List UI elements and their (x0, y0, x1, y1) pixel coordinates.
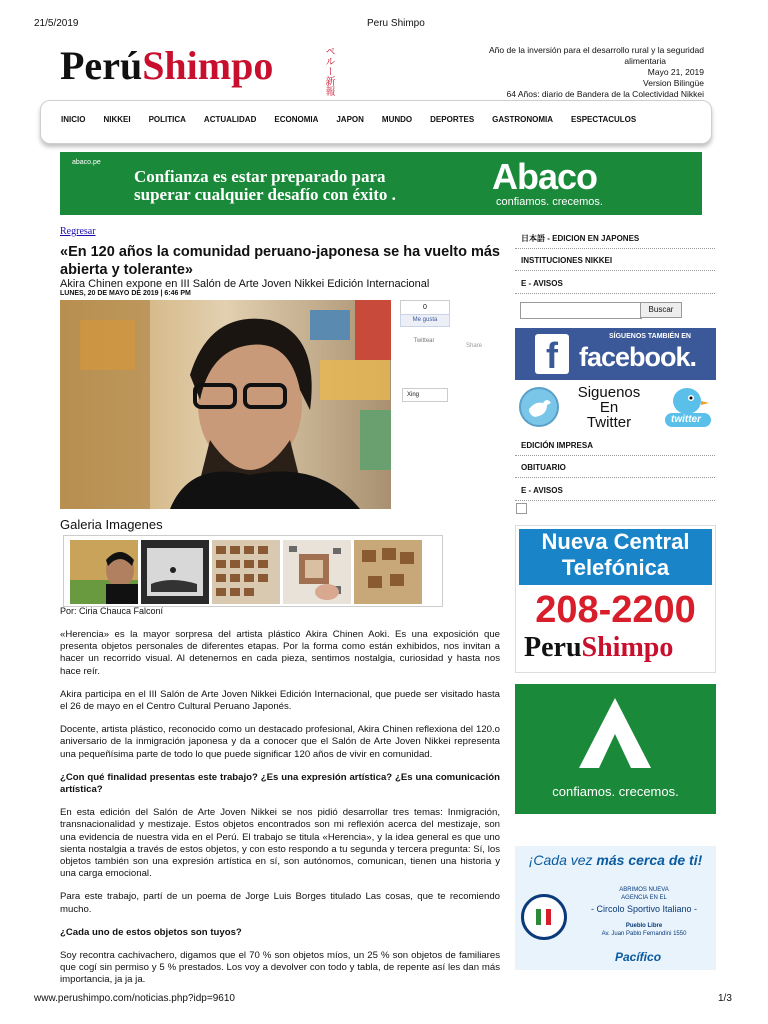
phone-ad-logo-a: Peru (524, 632, 582, 663)
twitter-badge-icon (519, 387, 559, 427)
pacifico-ad[interactable] (515, 846, 716, 970)
share-button[interactable]: Share (466, 343, 483, 349)
nav-item-politica[interactable]: POLITICA (148, 115, 186, 124)
ad-slogan (134, 168, 396, 204)
logo-text-peru: Perú (60, 43, 143, 88)
phone-ad-header (519, 529, 712, 585)
article-paragraph: Docente, artista plástico, reconocido como un destacado profesional, Akira Chinen reflexiona del 120.o aniversario de la inmigración japonesa y da a conocer que el Salón de Arte Joven Nikkei representa una pequeñísima parte de todo lo que puede significar 120 años de vivir en comunidad. (60, 724, 500, 760)
article-paragraph: «Herencia» es la mayor sorpresa del artista plástico Akira Chinen Aoki. Es una exposición que presenta objetos personales de diferentes etapas. Por la forma como están exhibidos, nos invitan a hacer un recorrido visual. Al detenernos en cada pieza, sentimos nostalgia, curiosidad y hasta nos hace reír. (60, 629, 500, 677)
print-page-title: Peru Shimpo (367, 18, 425, 29)
nav-item-gastronomia[interactable]: GASTRONOMIA (492, 115, 554, 124)
phone-number: 208-2200 (535, 589, 696, 631)
phone-ad-line-2: Telefónica (561, 555, 670, 580)
pacifico-line: Av. Juan Pablo Fernandini 1550 (601, 931, 687, 937)
site-logo[interactable] (60, 44, 273, 88)
nav-item-japon[interactable]: JAPON (336, 115, 364, 124)
nav-item-economia[interactable]: ECONOMIA (274, 115, 319, 124)
article-subtitle: Akira Chinen expone en III Salón de Arte Joven Nikkei Edición Internacional (60, 278, 430, 290)
masthead-tagline (454, 45, 704, 100)
gallery-thumb[interactable] (141, 540, 209, 604)
nav-item-espectaculos[interactable]: ESPECTACULOS (571, 115, 637, 124)
gallery-thumb[interactable] (354, 540, 422, 604)
twitter-bird-label: twitter (671, 414, 701, 425)
abaco-banner-ad[interactable] (60, 152, 702, 215)
main-nav (40, 100, 712, 144)
logo-text-shimpo: Shimpo (142, 43, 274, 88)
abaco-fine-print (515, 815, 716, 831)
pacifico-headline-a: ¡Cada vez (528, 852, 597, 868)
gallery-thumb[interactable] (70, 540, 138, 604)
pacifico-headline (515, 852, 716, 868)
pacifico-line: - Circolo Sportivo Italiano - (590, 904, 698, 914)
gallery-thumb[interactable] (283, 540, 351, 604)
article-byline: Por: Ciria Chauca Falconí (60, 606, 164, 616)
twitter-text (569, 385, 649, 430)
article-paragraph: Akira participa en el III Salón de Arte Joven Nikkei Edición Internacional, que puede ser visitado hasta el 26 de mayo en el Centro Cultural Peruano Japonés. (60, 688, 500, 713)
tagline-version: Version Bilingüe (643, 78, 704, 88)
pacifico-line: AGENCIA EN EL (621, 895, 667, 901)
facebook-wordmark: facebook. (579, 342, 697, 372)
article-paragraph: Soy recontra cachivachero, digamos que el 70 % son objetos míos, un 25 % son objetos de familiares que cogí sin permiso y 5 % prestados. Los voy a devolver con todo y tabla, de repente así les dan más importancia, ja ja ja. (60, 950, 500, 986)
pacifico-brand: Pacífico (615, 950, 662, 964)
ad-slogan-line-2: superar cualquier desafío con éxito . (134, 185, 396, 204)
abaco-brand: Abaco (492, 156, 598, 197)
sidebar-link-edicion-impresa[interactable]: EDICIÓN IMPRESA (515, 436, 715, 456)
search-input[interactable] (520, 302, 642, 319)
nav-item-actualidad[interactable]: ACTUALIDAD (203, 115, 257, 124)
sidebar-link-eavisos-2[interactable]: E - AVISOS (515, 481, 715, 501)
broken-image-icon (516, 503, 527, 514)
article-paragraph: En esta edición del Salón de Arte Joven Nikkei se nos pidió desarrollar tres temas: Inmigración, transnacionalidad y mestizaje. Estos objetos encontrados son mi reflexión acerca del mestizaje, son una evidencia de nuestra vida en el Perú. El trabajo se titula «Herencia», y la idea general es que uno sienta nostalgia a través de estos objetos, y con esto respondo a tu segunda y tercera pregunta: Sí, los objetos también son una expresión artística en sí, son autónomos, comunican, tienen una historia y una carga emocional. (60, 807, 500, 880)
tagline-line: alimentaria (624, 56, 666, 66)
print-date: 21/5/2019 (34, 18, 79, 29)
twitter-text-line: Siguenos (577, 384, 641, 401)
sidebar-link-instituciones[interactable]: INSTITUCIONES NIKKEI (515, 251, 715, 271)
tagline-line: Año de la inversión para el desarrollo rural y la seguridad (489, 45, 704, 55)
facebook-small-text: SÍGUENOS TAMBIÉN EN (609, 333, 691, 340)
circolo-crest-icon (521, 894, 567, 940)
article-question: ¿Cada uno de estos objetos son tuyos? (60, 926, 242, 938)
gallery-title: Galeria Imagenes (60, 517, 163, 532)
pacifico-headline-b: más cerca de ti! (596, 852, 703, 868)
tweet-button[interactable]: Twittear (413, 338, 435, 344)
sidebar-link-japanese-edition[interactable]: 日本語 - EDICION EN JAPONES (515, 229, 715, 249)
article-body (60, 629, 500, 998)
twitter-text-line: Twitter (586, 414, 632, 431)
image-gallery (63, 535, 443, 607)
twitter-text-line: En (599, 399, 619, 416)
back-link[interactable]: Regresar (60, 226, 96, 237)
phone-ad-logo-b: Shimpo (581, 632, 674, 663)
pacifico-agency-text (575, 886, 713, 938)
ad-site-label: abaco.pe (72, 159, 101, 166)
article-paragraph: Para este trabajo, partí de un poema de Jorge Luis Borges titulado Las cosas, que te recomiendo mucho. (60, 891, 500, 915)
pacifico-line: ABRIMOS NUEVA (619, 887, 669, 893)
abaco-logo-icon (575, 696, 655, 770)
facebook-icon: f (535, 334, 569, 374)
phone-ad-logo (524, 632, 673, 664)
twitter-follow-banner[interactable] (515, 383, 716, 433)
article-title: «En 120 años la comunidad peruano-japonesa se ha vuelto más abierta y tolerante» (60, 244, 500, 278)
article-question: ¿Con qué finalidad presentas este trabajo? ¿Es una expresión artística? ¿Es una comunicación artística? (60, 771, 500, 796)
gallery-thumb[interactable] (212, 540, 280, 604)
ad-slogan-line-1: Confianza es estar preparado para (134, 167, 386, 186)
pacifico-line: Pueblo Libre (625, 923, 663, 929)
footer-page-number: 1/3 (718, 993, 732, 1004)
abaco-brand-sub: confiamos. crecemos. (496, 196, 603, 208)
nav-item-inicio[interactable]: INICIO (61, 115, 86, 124)
sidebar-link-obituario[interactable]: OBITUARIO (515, 458, 715, 478)
facebook-follow-banner[interactable] (515, 328, 716, 380)
ad-fine-print (60, 216, 710, 224)
phone-ad-line-1: Nueva Central (541, 529, 690, 554)
nav-item-deportes[interactable]: DEPORTES (430, 115, 475, 124)
facebook-like-button[interactable]: Me gusta (400, 314, 450, 327)
sidebar-link-eavisos[interactable]: E - AVISOS (515, 274, 715, 294)
phone-ad[interactable] (515, 525, 716, 673)
nav-item-nikkei[interactable]: NIKKEI (103, 115, 131, 124)
article-photo (60, 300, 391, 509)
share-count: 0 (400, 300, 450, 315)
tagline-anniversary: 64 Años: diario de Bandera de la Colectividad Nikkei (506, 89, 704, 99)
search-button[interactable]: Buscar (640, 302, 682, 318)
article-date: LUNES, 20 DE MAYO DE 2019 | 6:46 PM (60, 290, 191, 297)
tagline-date: Mayo 21, 2019 (647, 67, 704, 77)
nav-item-mundo[interactable]: MUNDO (381, 115, 413, 124)
footer-url: www.perushimpo.com/noticias.php?idp=9610 (34, 993, 235, 1004)
logo-japanese: ペルー新報 (323, 46, 334, 96)
abaco-sidebar-slogan: confiamos. crecemos. (552, 784, 679, 799)
twitter-bird-icon (657, 385, 713, 429)
xing-button[interactable]: Xing (402, 388, 448, 402)
abaco-sidebar-ad[interactable] (515, 684, 716, 814)
